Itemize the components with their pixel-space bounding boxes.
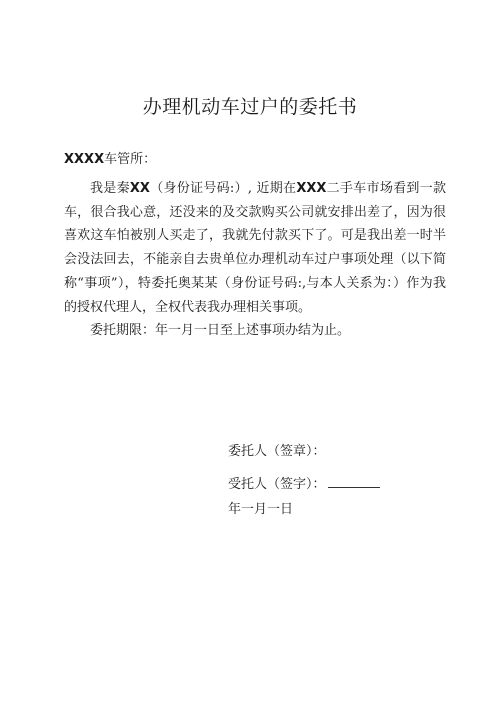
principal-signature-label: 委托人（签章）： <box>228 444 326 459</box>
document-title: 办理机动车过户的委托书 <box>142 96 358 118</box>
addressee-line <box>64 152 156 168</box>
paragraph-main-text-3: 二手车市场看到一款车，很合我心意，还没来的及交款购买公司就安排出差了，因为很喜欢这车怕被别人买走了，我就先付款买下了。可是我出差一时半会没法回去，不能亲自去贵单位办理机动车过户事项处理（以下简称“事项”），特委托奥某某（身份证号码:,与本人关系为：）作为我的授权代理人，全权代表我办理相关事项。 <box>64 181 446 315</box>
signature-date: 年一月一日 <box>228 502 294 517</box>
paragraph-main-text-1: 我是秦 <box>90 181 130 196</box>
paragraph-term: 委托期限：年一月一日至上述事项办结为止。 <box>90 323 351 339</box>
addressee-suffix: 车管所： <box>104 152 157 167</box>
paragraph-main-text-2: （身份证号码:）, 近期在 <box>149 181 297 196</box>
addressee-name: XXXX <box>64 152 105 167</box>
letter-body <box>64 177 446 343</box>
principal-signature-line <box>228 444 326 460</box>
signature-blank <box>328 475 380 488</box>
market-name-placeholder: XXX <box>296 181 327 196</box>
agent-signature-label: 受托人（签字）： <box>228 477 326 492</box>
principal-name-placeholder: XX <box>129 181 150 196</box>
paragraph-main <box>64 177 446 319</box>
agent-signature-line <box>228 475 380 493</box>
